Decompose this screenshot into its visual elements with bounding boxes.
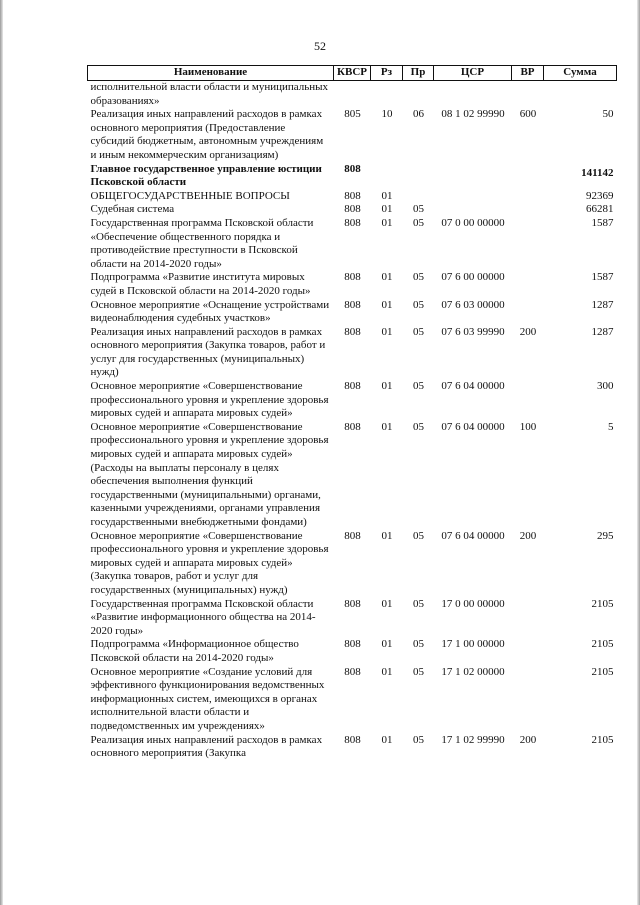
cell-rz: 01 — [381, 665, 393, 678]
cell-rz: 01 — [381, 597, 393, 610]
cell-kvsr: 808 — [344, 203, 361, 216]
cell-vr — [512, 81, 544, 109]
cell-vr — [512, 203, 544, 217]
cell-csr: 07 6 04 00000 — [441, 420, 505, 433]
cell-vr: 600 — [519, 108, 537, 121]
cell-csr: 07 6 04 00000 — [441, 529, 505, 542]
cell-csr: 07 6 03 00000 — [441, 298, 505, 311]
cell-rz: 01 — [381, 529, 393, 542]
cell-pr: 05 — [413, 529, 424, 542]
cell-sum: 1287 — [591, 325, 614, 338]
table-row — [88, 421, 617, 530]
table-row — [88, 734, 617, 761]
cell-pr: 06 — [413, 108, 424, 121]
cell-pr: 05 — [413, 638, 424, 651]
cell-sum: 1587 — [591, 216, 614, 229]
cell-pr: 05 — [413, 665, 424, 678]
cell-name: Основное мероприятие «Оснащение устройствами видеонаблюдения судебных участков» — [90, 298, 330, 325]
header-sum: Сумма — [544, 66, 617, 81]
cell-name: Основное мероприятие «Совершенствование профессионального уровня и укрепление здоровья мировых судей и аппарата мировых судей» (Расходы на выплаты персоналу в целях обеспечения выполнения функций государственными (муниципальными) органами, казенными учреждениями, органами управления государственными внебюджетными фондами) — [90, 420, 329, 528]
cell-pr: 05 — [413, 271, 424, 284]
table-row — [88, 190, 617, 204]
cell-rz: 01 — [381, 420, 393, 433]
cell-vr — [512, 271, 544, 298]
table-row — [88, 380, 617, 421]
cell-vr: 200 — [519, 325, 537, 338]
table-row — [88, 271, 617, 298]
budget-table — [87, 65, 617, 761]
header-kvsr: КВСР — [334, 66, 371, 81]
header-name: Наименование — [88, 66, 334, 81]
cell-kvsr: 808 — [344, 162, 361, 175]
cell-vr — [512, 190, 544, 204]
cell-kvsr: 808 — [344, 380, 361, 393]
cell-sum: 1587 — [591, 271, 614, 284]
cell-rz: 01 — [381, 325, 393, 338]
cell-pr — [403, 190, 434, 204]
header-vr: ВР — [512, 66, 544, 81]
cell-csr — [434, 163, 512, 190]
cell-rz: 10 — [381, 108, 393, 121]
cell-vr — [512, 666, 544, 734]
cell-rz: 01 — [381, 189, 393, 202]
cell-csr: 07 0 00 00000 — [441, 216, 505, 229]
cell-csr: 17 1 02 00000 — [441, 665, 505, 678]
header-pr: Пр — [403, 66, 434, 81]
cell-sum: 300 — [597, 380, 614, 393]
table-body — [88, 81, 617, 761]
cell-kvsr: 808 — [344, 189, 361, 202]
cell-kvsr: 808 — [344, 420, 361, 433]
cell-rz: 01 — [381, 380, 393, 393]
table-row — [88, 163, 617, 190]
cell-csr — [434, 81, 512, 109]
cell-name: Реализация иных направлений расходов в рамках основного мероприятия (Предоставление субсидий бюджетным, автономным учреждениям и иным некоммерческим организациям) — [90, 108, 324, 161]
table-row — [88, 638, 617, 665]
cell-kvsr: 805 — [344, 108, 361, 121]
cell-csr — [434, 190, 512, 204]
cell-pr — [403, 81, 434, 109]
cell-name: исполнительной власти области и муниципальных образованиях» — [90, 81, 329, 107]
cell-name: Судебная система — [90, 203, 175, 216]
cell-sum: 2105 — [591, 597, 614, 610]
cell-vr — [512, 638, 544, 665]
cell-sum: 5 — [608, 420, 614, 433]
cell-vr — [512, 163, 544, 190]
cell-name: Государственная программа Псковской области «Обеспечение общественного порядка и противодействие преступности в Псковской области на 2014-2020 годы» — [90, 216, 314, 270]
table-row — [88, 326, 617, 380]
cell-csr: 17 1 00 00000 — [441, 638, 505, 651]
page-number: 52 — [314, 39, 326, 53]
cell-sum: 66281 — [586, 203, 614, 216]
cell-rz — [371, 81, 403, 109]
cell-sum: 50 — [602, 108, 614, 121]
cell-pr: 05 — [413, 597, 424, 610]
cell-name: Реализация иных направлений расходов в рамках основного мероприятия (Закупка — [90, 733, 323, 760]
cell-sum: 295 — [597, 529, 614, 542]
cell-name: Подпрограмма «Развитие института мировых судей в Псковской области на 2014-2020 годы» — [90, 271, 311, 297]
cell-kvsr: 808 — [344, 271, 361, 284]
cell-sum: 92369 — [586, 189, 614, 202]
table-row — [88, 598, 617, 639]
cell-name: ОБЩЕГОСУДАРСТВЕННЫЕ ВОПРОСЫ — [90, 189, 290, 202]
cell-rz: 01 — [381, 638, 393, 651]
cell-vr — [512, 299, 544, 326]
cell-csr: 07 6 00 00000 — [441, 271, 505, 284]
cell-rz — [371, 163, 403, 190]
cell-pr: 05 — [413, 420, 424, 433]
cell-sum: 141142 — [581, 166, 614, 179]
table-row — [88, 299, 617, 326]
cell-rz: 01 — [381, 203, 393, 216]
cell-name: Государственная программа Псковской области «Развитие информационного общества на 2014-2020 годы» — [90, 597, 316, 637]
scan-edge-left — [0, 0, 3, 905]
cell-rz: 01 — [381, 271, 393, 284]
cell-pr — [403, 163, 434, 190]
cell-pr: 05 — [413, 733, 424, 746]
cell-kvsr: 808 — [344, 325, 361, 338]
cell-pr: 05 — [413, 203, 424, 216]
table-header — [88, 66, 617, 81]
cell-name: Реализация иных направлений расходов в рамках основного мероприятия (Закупка товаров, работ и услуг для государственных (муниципальных) нужд) — [90, 325, 326, 379]
cell-kvsr: 808 — [344, 665, 361, 678]
cell-csr — [434, 203, 512, 217]
cell-sum: 2105 — [591, 638, 614, 651]
cell-kvsr: 808 — [344, 529, 361, 542]
header-rz: Рз — [371, 66, 403, 81]
table-row — [88, 666, 617, 734]
cell-vr: 100 — [519, 420, 537, 433]
cell-pr: 05 — [413, 216, 424, 229]
cell-csr: 08 1 02 99990 — [441, 108, 505, 121]
cell-name: Основное мероприятие «Создание условий для эффективного функционирования ведомственных информационных систем, имеющихся в органах исполнительной власти области и подведомственных им учреждениях» — [90, 665, 325, 732]
cell-kvsr: 808 — [344, 216, 361, 229]
cell-rz: 01 — [381, 216, 393, 229]
cell-rz: 01 — [381, 733, 393, 746]
cell-pr: 05 — [413, 380, 424, 393]
cell-csr: 17 0 00 00000 — [441, 597, 505, 610]
cell-csr: 17 1 02 99990 — [441, 733, 505, 746]
cell-sum: 2105 — [591, 733, 614, 746]
cell-csr: 07 6 03 99990 — [441, 325, 505, 338]
cell-sum: 1287 — [591, 298, 614, 311]
cell-kvsr: 808 — [344, 298, 361, 311]
cell-kvsr: 808 — [344, 733, 361, 746]
cell-vr — [512, 598, 544, 639]
table-row — [88, 217, 617, 271]
cell-name: Основное мероприятие «Совершенствование профессионального уровня и укрепление здоровья мировых судей и аппарата мировых судей» — [90, 380, 329, 420]
table-row — [88, 530, 617, 598]
cell-vr: 200 — [519, 529, 537, 542]
cell-csr: 07 6 04 00000 — [441, 380, 505, 393]
cell-name: Подпрограмма «Информационное общество Псковской области на 2014-2020 годы» — [90, 638, 299, 664]
cell-vr — [512, 380, 544, 421]
cell-vr — [512, 217, 544, 271]
table-row — [88, 81, 617, 109]
cell-pr: 05 — [413, 298, 424, 311]
cell-pr: 05 — [413, 325, 424, 338]
header-csr: ЦСР — [434, 66, 512, 81]
table-row — [88, 108, 617, 162]
cell-kvsr: 808 — [344, 638, 361, 651]
cell-kvsr: 808 — [344, 597, 361, 610]
cell-name: Основное мероприятие «Совершенствование профессионального уровня и укрепление здоровья мировых судей и аппарата мировых судей» (Закупка товаров, работ и услуг для государственных (муниципальных) нужд) — [90, 529, 329, 596]
cell-sum — [544, 81, 617, 109]
table-row — [88, 203, 617, 217]
cell-kvsr — [334, 81, 371, 109]
cell-vr: 200 — [519, 733, 537, 746]
cell-sum: 2105 — [591, 665, 614, 678]
cell-name: Главное государственное управление юстиции Псковской области — [90, 162, 322, 189]
cell-rz: 01 — [381, 298, 393, 311]
